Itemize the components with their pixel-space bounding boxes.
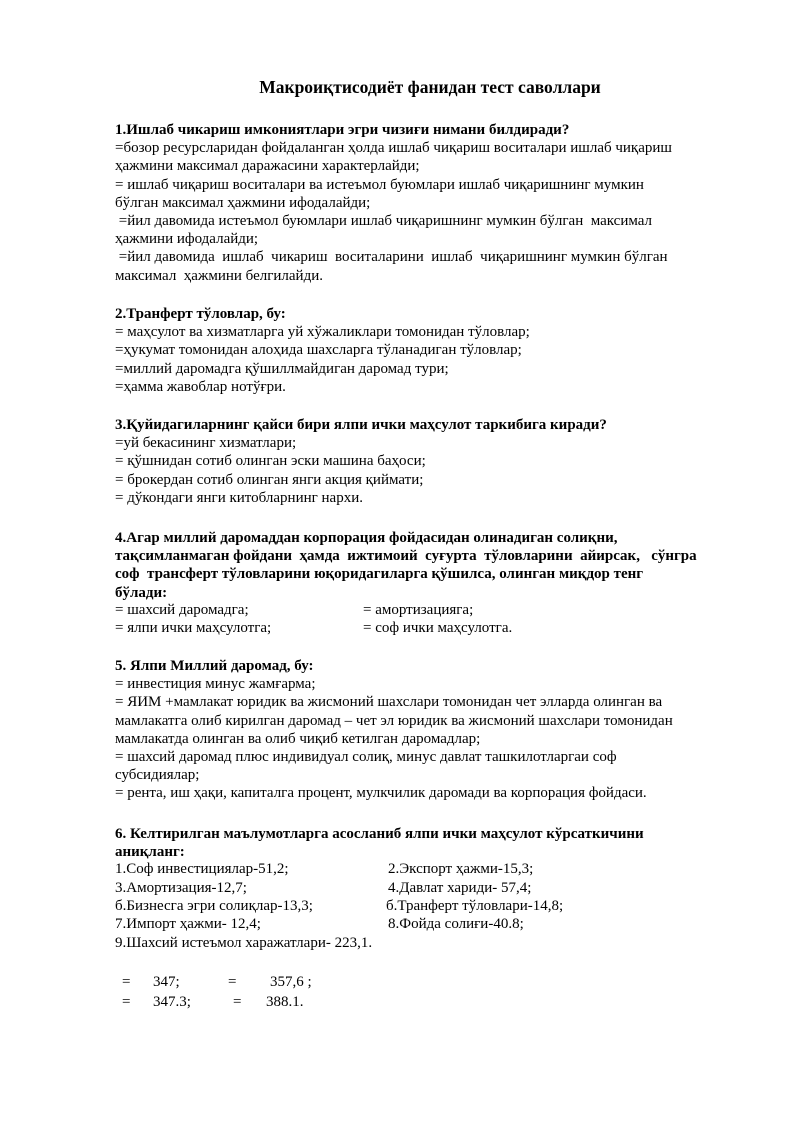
question-2-text: 2.Транферт тўловлар, бу: <box>115 306 286 322</box>
answer-line: ҳажмини максимал даражасини характерлайди; <box>115 158 420 175</box>
answer-equals: = <box>233 994 242 1010</box>
answer-line: =ҳукумат томонидан алоҳида шахсларга тўланадиган тўловлар; <box>115 342 522 359</box>
data-item: 1.Соф инвестициялар-51,2; <box>115 861 289 878</box>
answer-line: = инвестиция минус жамғарма; <box>115 676 316 693</box>
answer-value: 388.1. <box>266 994 304 1010</box>
answer-line: =миллий даромадга қўшиллмайдиган даромад тури; <box>115 360 449 377</box>
data-item: 4.Давлат хариди- 57,4; <box>388 879 532 896</box>
data-item: 7.Импорт ҳажми- 12,4; <box>115 915 261 932</box>
answer-line: = рента, иш ҳақи, капиталга процент, мулкчилик даромади ва корпорация фойдаси. <box>115 785 647 802</box>
option: = ялпи ички маҳсулотга; <box>115 619 272 636</box>
option: = соф ички маҳсулотга. <box>363 619 513 636</box>
option: = амортизацияга; <box>363 601 474 618</box>
answer-equals: = <box>228 974 237 990</box>
answer-line: мамлакатга олиб кирилган даромад – чет эл юридик ва жисмоний шахслари томонидан <box>115 712 673 729</box>
data-row <box>115 898 745 916</box>
data-item: б.Бизнесга эгри солиқлар-13,3; <box>115 897 313 914</box>
data-row <box>115 861 745 879</box>
question-3-text: 3.Қуйидагиларнинг қайси бири ялпи ички маҳсулот таркибига киради? <box>115 417 607 433</box>
option-row <box>115 602 745 620</box>
question-1 <box>115 121 745 285</box>
question-6-text: аниқланг: <box>115 844 185 861</box>
answer-line: субсидиялар; <box>115 767 200 784</box>
question-5 <box>115 657 745 803</box>
answer-line: =йил давомида истеъмол буюмлари ишлаб чиқаришнинг мумкин бўлган максимал <box>115 212 653 229</box>
answer-line: мамлакатда олинган ва олиб чиқиб кетилган даромадлар; <box>115 730 481 747</box>
question-5-text: 5. Ялпи Миллий даромад, бу: <box>115 658 314 674</box>
answer-line: = дўкондаги янги китобларнинг нархи. <box>115 489 363 506</box>
question-6-answers <box>120 972 520 1012</box>
question-1-text: 1.Ишлаб чикариш имкониятлари эгри чизиғи нимани билдиради? <box>115 122 570 138</box>
answer-line: максимал ҳажмини белгилайди. <box>115 267 323 284</box>
data-row <box>115 916 745 934</box>
answer-line: =йил давомида ишлаб чикариш воситаларини ишлаб чиқаришнинг мумкин бўлган <box>115 249 668 266</box>
question-4-text: тақсимланмаган фойдани ҳамда ижтимоий суғурта тўловларини айирсак, сўнгра <box>115 548 697 565</box>
option-row <box>115 620 745 638</box>
data-item: б.Транферт тўловлари-14,8; <box>386 897 564 914</box>
answer-line: =бозор ресурсларидан фойдаланган ҳолда ишлаб чиқариш воситалари ишлаб чиқариш <box>115 140 672 157</box>
answer-equals: = <box>122 994 131 1010</box>
answer-line: =ҳамма жавоблар нотўғри. <box>115 378 286 395</box>
question-6 <box>115 825 745 952</box>
answer-line: бўлган максимал ҳажмини ифодалайди; <box>115 194 371 211</box>
answer-line: = ЯИМ +мамлакат юридик ва жисмоний шахслари томонидан чет элларда олинган ва <box>115 694 663 711</box>
answer-row <box>120 992 520 1012</box>
data-row <box>115 880 745 898</box>
question-6-text: 6. Келтирилган маълумотларга асосланиб ялпи ички маҳсулот кўрсаткичини <box>115 826 644 842</box>
question-3 <box>115 416 745 507</box>
question-4 <box>115 529 745 638</box>
question-4-text: соф трансферт тўловларини юқоридагиларга қўшилса, олинган миқдор тенг <box>115 566 644 583</box>
data-item: 3.Амортизация-12,7; <box>115 879 247 896</box>
answer-equals: = <box>122 974 131 990</box>
answer-line: = ишлаб чиқариш воситалари ва истеъмол буюмлари ишлаб чиқаришнинг мумкин <box>115 176 644 193</box>
answer-value: 347; <box>153 974 180 990</box>
answer-line: =уй бекасининг хизматлари; <box>115 435 297 452</box>
answer-line: ҳажмини ифодалайди; <box>115 231 259 248</box>
answer-value: 357,6 ; <box>270 974 312 990</box>
data-item: 8.Фойда солиғи-40.8; <box>388 915 524 932</box>
answer-line: = қўшнидан сотиб олинган эски машина баҳоси; <box>115 453 426 470</box>
question-2 <box>115 305 745 396</box>
question-4-text: бўлади: <box>115 584 168 601</box>
answer-row <box>120 972 520 992</box>
answer-line: = брокердан сотиб олинган янги акция қиймати; <box>115 471 424 488</box>
question-4-text: 4.Агар миллий даромаддан корпорация фойдасидан олинадиган солиқни, <box>115 530 618 546</box>
answer-line: = маҳсулот ва хизматларга уй хўжаликлари томонидан тўловлар; <box>115 324 530 341</box>
data-item: 9.Шахсий истеъмол харажатлари- 223,1. <box>115 935 373 952</box>
answer-value: 347.3; <box>153 994 191 1010</box>
answer-line: = шахсий даромад плюс индивидуал солиқ, минус давлат ташкилотларгаи соф <box>115 748 617 765</box>
option: = шахсий даромадга; <box>115 601 249 618</box>
data-item: 2.Экспорт ҳажми-15,3; <box>388 861 534 878</box>
document-title: Макроиқтисодиёт фанидан тест саволлари <box>259 77 601 97</box>
